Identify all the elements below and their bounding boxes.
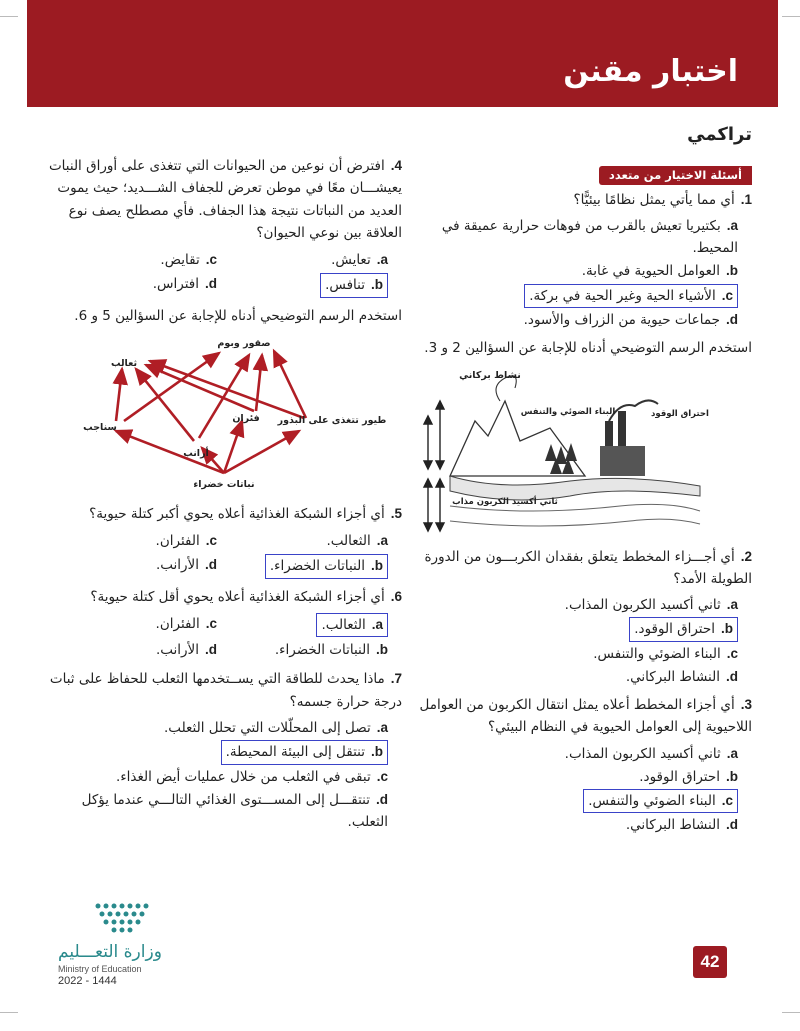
label-foxes: ثعالب (110, 357, 138, 369)
right-column (412, 120, 752, 843)
page-title: اختبار مقنن (563, 54, 738, 89)
q5-option-a: a.الثعالب. (326, 533, 388, 550)
q7-option-c: c.تبقى في الثعلب من خلال عمليات أيض الغذاء. (116, 768, 388, 785)
answer-box: b.تنافس. (320, 273, 388, 297)
q2-option-b (412, 617, 738, 641)
q6-options (46, 612, 402, 663)
q7-option-d: d.تنتقـــل إلى المســـتوى الغذائي التالـــي عندما يؤكل الثعلب. (81, 791, 388, 831)
ministry-logo-icon (58, 900, 188, 934)
ministry-name-ar: وزارة التعـــليم (58, 942, 162, 962)
q5-option-c: c.الفئران. (155, 533, 217, 550)
q6-option-c: c.الفئران. (155, 615, 217, 632)
label-volcano: نشاط بركاني (459, 369, 521, 381)
edition-year: 2022 - 1444 (58, 975, 117, 987)
answer-box: c.البناء الضوئي والتنفس. (583, 789, 738, 813)
answer-box: a.الثعالب. (316, 613, 388, 637)
mcq-tag: أسئلة الاختيار من متعدد (599, 166, 752, 185)
q3-option-c (412, 789, 738, 813)
ministry-logo (58, 900, 198, 987)
q5-option-b (217, 554, 388, 578)
answer-box: b.احتراق الوقود. (629, 617, 738, 641)
answer-box: b.تنتقل إلى البيئة المحيطة. (221, 740, 388, 764)
carbon-cycle-diagram (412, 366, 752, 536)
crop-mark (0, 16, 18, 17)
question-2: 2.أي أجـــزاء المخطط يتعلق بفقدان الكربـــون من الدورة الطويلة الأمد؟ (424, 548, 752, 587)
q1-option-b: b.العوامل الحيوية في غابة. (581, 263, 738, 280)
ministry-name-en: Ministry of Education (58, 964, 142, 974)
question-5: 5.أي أجزاء الشبكة الغذائية أعلاه يحوي أكبر كتلة حيوية؟ (89, 505, 402, 522)
q4-option-c: c.تقايض. (160, 252, 217, 269)
answer-box: b.النباتات الخضراء. (265, 554, 388, 578)
q1-option-a: a.بكتيريا تعيش بالقرب من فوهات حرارية عميقة في المحيط. (441, 217, 738, 257)
diagram1-intro: استخدم الرسم التوضيحي أدناه للإجابة عن السؤالين 2 و 3. (424, 340, 752, 357)
q5-option-d: d.الأرانب. (155, 557, 217, 574)
question-6: 6.أي أجزاء الشبكة الغذائية أعلاه يحوي أقل كتلة حيوية؟ (90, 588, 402, 605)
q3-option-d: d.النشاط البركاني. (625, 817, 738, 834)
carbon-cycle-illustration (420, 366, 730, 536)
q7-option-b (46, 740, 388, 764)
left-column (46, 155, 402, 839)
question-7: 7.ماذا يحدث للطاقة التي يســتخدمها الثعلب للحفاظ على ثبات درجة حرارة جسمه؟ (49, 671, 402, 710)
food-web-arrows (116, 351, 306, 473)
food-web-diagram (46, 333, 402, 493)
q2-option-c: c.البناء الضوئي والتنفس. (593, 645, 738, 662)
label-plants: نباتات خضراء (193, 478, 255, 490)
label-burning: احتراق الوقود (651, 408, 709, 419)
crop-mark (782, 16, 800, 17)
crop-mark (782, 1012, 800, 1013)
q1-options (412, 215, 752, 331)
q6-option-d: d.الأرانب. (155, 642, 217, 659)
q7-option-a: a.تصل إلى المحلّلات التي تحلل الثعلب. (164, 719, 388, 736)
q2-option-d: d.النشاط البركاني. (625, 668, 738, 685)
q4-options (46, 248, 402, 299)
diagram2-intro: استخدم الرسم التوضيحي أدناه للإجابة عن السؤالين 5 و 6. (74, 307, 402, 324)
label-mice: فئران (232, 412, 260, 424)
q3-option-b: b.احتراق الوقود. (639, 768, 738, 785)
q2-option-a: a.ثاني أكسيد الكربون المذاب. (564, 597, 738, 614)
q5-options (46, 529, 402, 580)
question-1: 1.أي مما يأتي يمثل نظامًا بيئيًّا؟ (573, 191, 752, 208)
header-banner (27, 0, 778, 107)
food-web-illustration (74, 333, 387, 493)
label-squirrels: سناجب (83, 421, 117, 433)
question-4: 4.افترض أن نوعين من الحيوانات التي تتغذى على أوراق النبات يعيشـــان معًا في موطن تعرض للجفاف الشـــديد؛ حيث يموت العديد من النباتات نتيجة هذا الجفاف. فأي مصطلح يصف نوع العلاقة بين نوعي الحيوان؟ (48, 158, 402, 241)
label-dissolved: ثاني أكسيد الكربون مذاب (452, 496, 558, 507)
q7-options (46, 717, 402, 833)
q4-option-d: d.افتراس. (152, 276, 217, 293)
question-3: 3.أي أجزاء المخطط أعلاه يمثل انتقال الكربون من العوامل اللاحيوية إلى العوامل الحيوية في النظام البيئي؟ (419, 697, 752, 736)
q4-option-a: a.تعايش. (331, 252, 388, 269)
label-hawks: صقور وبوم (217, 337, 271, 349)
q6-option-b: b.النباتات الخضراء. (274, 642, 388, 659)
label-photosynthesis: البناء الضوئي والتنفس (520, 406, 616, 417)
label-birds: طيور تتغذى على البذور (277, 414, 387, 426)
crop-mark (0, 1012, 18, 1013)
q3-option-a: a.ثاني أكسيد الكربون المذاب. (564, 745, 738, 762)
q4-option-b (217, 273, 388, 297)
q1-option-d: d.جماعات حيوية من الزراف والأسود. (523, 311, 738, 328)
q2-options (412, 594, 752, 688)
q6-option-a (217, 613, 388, 637)
section-title: تراكمي (687, 124, 752, 145)
label-rabbits: أرانب (183, 447, 209, 459)
q1-option-c (412, 284, 738, 308)
q3-options (412, 743, 752, 837)
page-number: 42 (693, 946, 727, 978)
answer-box: c.الأشياء الحية وغير الحية في بركة. (524, 284, 738, 308)
